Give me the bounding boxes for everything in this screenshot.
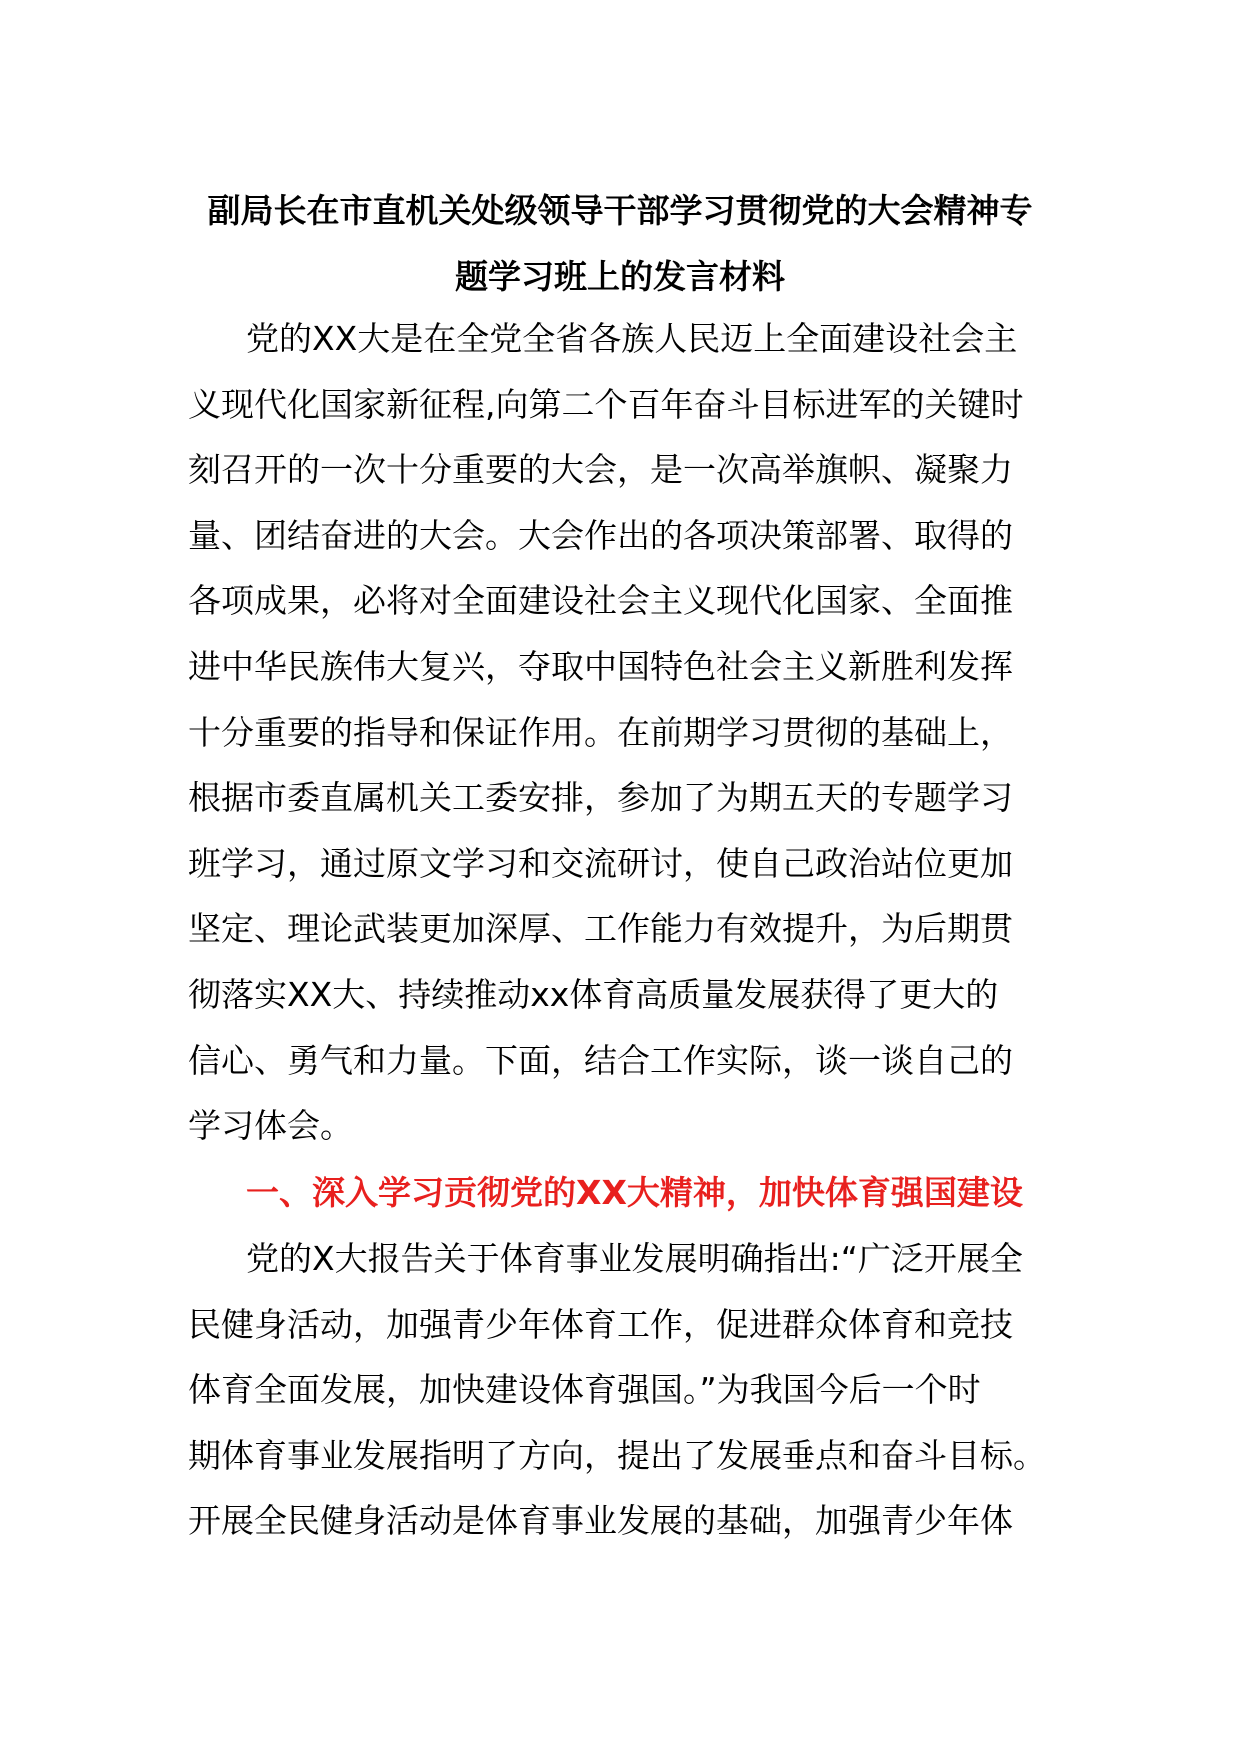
paragraph-line: 开展全民健身活动是体育事业发展的基础，加强青少年体 — [188, 1501, 1013, 1541]
paragraph-line: 义现代化国家新征程,向第二个百年奋斗目标进军的关键时 — [188, 384, 1024, 424]
paragraph-section-one — [188, 1226, 1068, 1554]
paragraph-line: 信心、勇气和力量。下面，结合工作实际，谈一谈自己的 — [188, 1040, 1013, 1080]
paragraph-line: 量、团结奋进的大会。大会作出的各项决策部署、取得的 — [188, 515, 1013, 555]
paragraph-line: 党的X大报告关于体育事业发展明确指出:“广泛开展全 — [246, 1239, 1023, 1278]
paragraph-line: 十分重要的指导和保证作用。在前期学习贯彻的基础上， — [188, 712, 1013, 752]
section-heading: 一、深入学习贡彻党的XX大精神，加快体育强国建设 — [246, 1173, 1023, 1212]
paragraph-line: 坚定、理论武装更加深厚、工作能力有效提升，为后期贯 — [188, 909, 1013, 949]
paragraph-line: 期体育事业发展指明了方向，提出了发展垂点和奋斗目标。 — [188, 1435, 1046, 1475]
document-title — [188, 178, 1052, 310]
paragraph-line: 学习体会。 — [188, 1106, 353, 1146]
title-line: 题学习班上的发言材料 — [455, 257, 785, 296]
paragraph-line: 进中华民族伟大复兴，夺取中国特色社会主义新胜利发挥 — [188, 646, 1013, 686]
title-line: 副局长在市直机关处级领导干部学习贯彻党的大会精神专 — [207, 191, 1033, 230]
paragraph-line: 各项成果，必将对全面建设社会主义现代化国家、全面推 — [188, 581, 1013, 621]
paragraph-line: 彻落实XX大、持续推动xx体育高质量发展获得了更大的 — [188, 974, 999, 1014]
paragraph-line: 班学习，通过原文学习和交流研讨，使自己政治站位更加 — [188, 843, 1013, 883]
paragraph-line: 体育全面发展，加快建设体育强国。”为我国今后一个时 — [188, 1370, 981, 1410]
paragraph-line: 民健身活动，加强青少年体育工作，促进群众体育和竞技 — [188, 1304, 1013, 1344]
paragraph-line: 刻召开的一次十分重要的大会，是一次高举旗帜、凝聚力 — [188, 450, 1013, 490]
paragraph-line: 党的XX大是在全党全省各族人民迈上全面建设社会主 — [246, 319, 1018, 358]
paragraph-line: 根据市委直属机关工委安排，参加了为期五天的专题学习 — [188, 778, 1013, 818]
paragraph-intro — [188, 306, 1068, 1159]
